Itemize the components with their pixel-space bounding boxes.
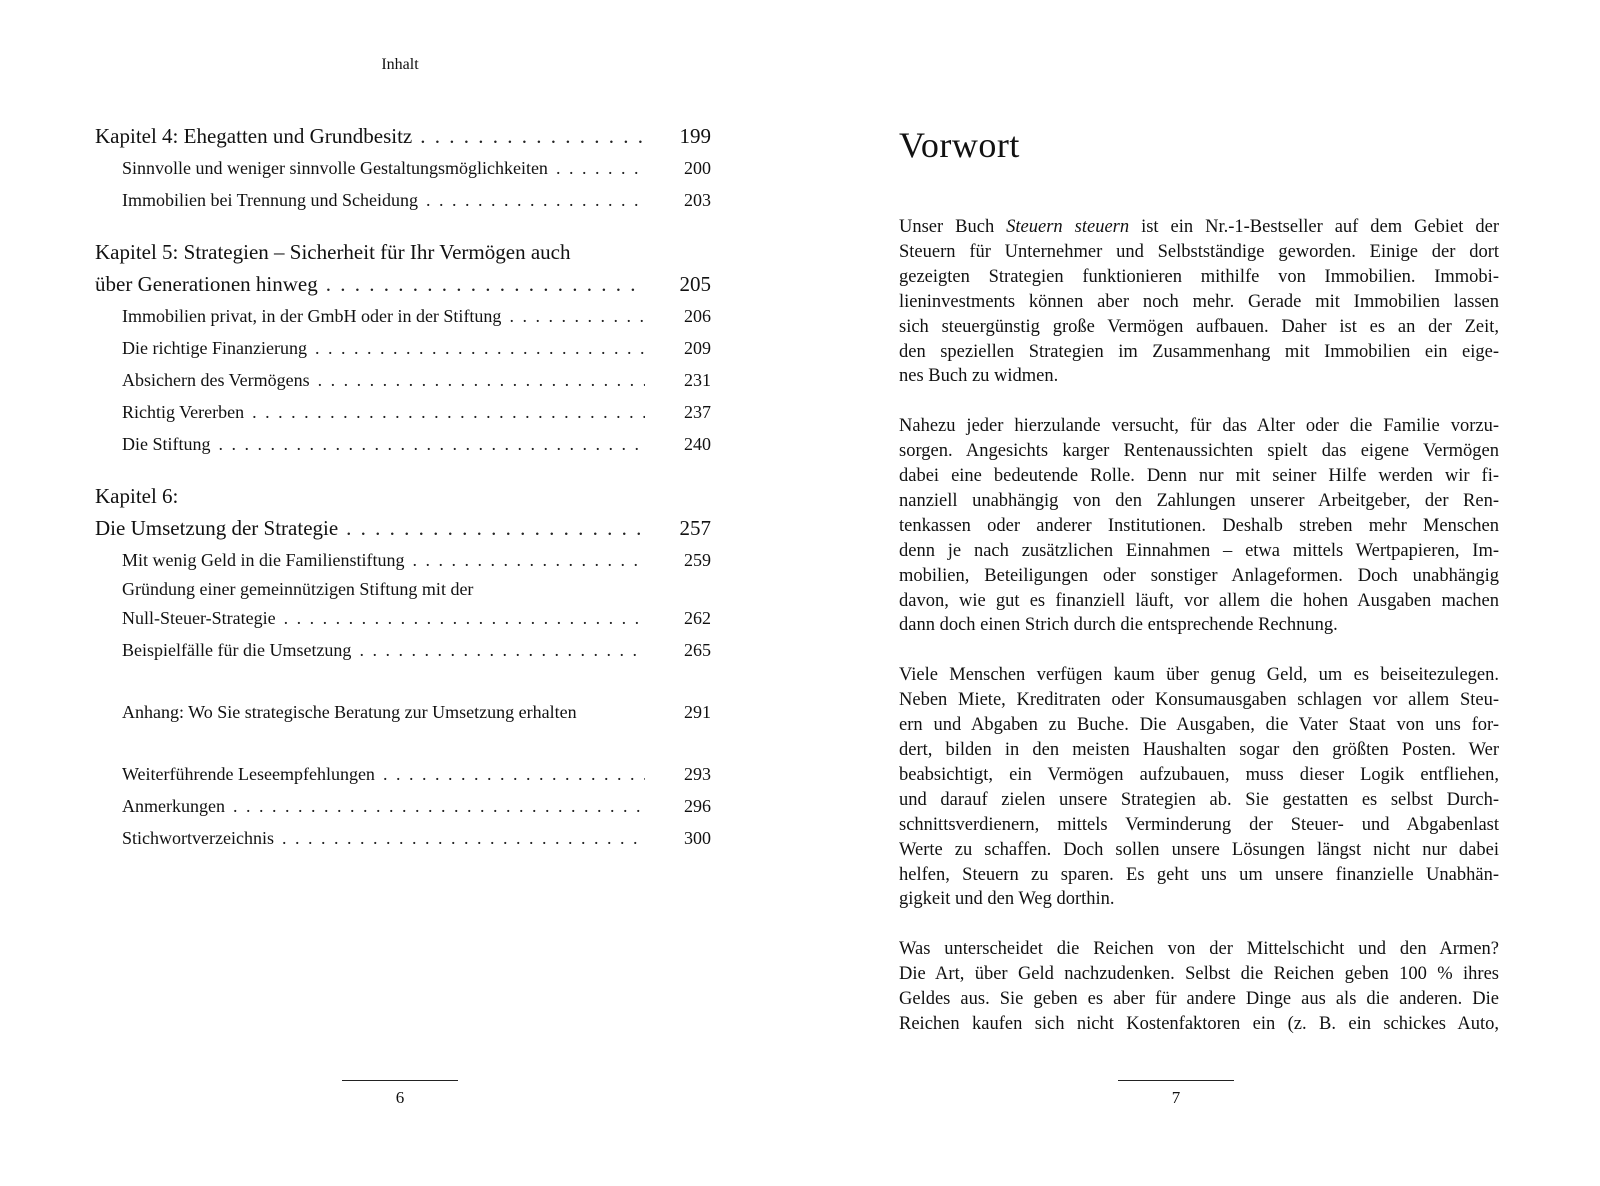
text-line: Reichen kaufen sich nicht Kostenfaktoren ein (z. B. ein schickes Auto, [899, 1013, 1499, 1034]
text-line: Steuern für Unternehmer und Selbstständige geworden. Einige der dort [899, 241, 1499, 262]
toc-leader-dots [346, 512, 645, 544]
paragraph [899, 663, 1499, 912]
text-line: nes Buch zu widmen. [899, 366, 1059, 387]
spacer [95, 728, 711, 758]
text-line: Nahezu jeder hierzulande versucht, für das Alter oder die Familie vorzu- [899, 416, 1499, 437]
toc-entry[interactable] [95, 332, 711, 364]
body-text [899, 215, 1499, 1037]
toc-page-number: 237 [684, 402, 711, 422]
toc-entry-chapter-4[interactable] [95, 120, 711, 152]
text-line: dann doch einen Strich durch die entsprechende Rechnung. [899, 615, 1338, 636]
spacer [95, 216, 711, 236]
text-line: denn je nach zusätzlichen Einnahmen – etwa mittels Wertpapieren, Im- [899, 540, 1499, 561]
toc-entry-title: Anmerkungen [122, 796, 225, 816]
spacer [95, 460, 711, 480]
toc-entry[interactable] [95, 790, 711, 822]
toc-page-number: 257 [679, 516, 711, 540]
toc-leader-dots [233, 790, 645, 822]
text-line: tenkassen oder anderer Institutionen. Deshalb streben mehr Menschen [899, 515, 1499, 536]
book-title-italic: Steuern steuern [1006, 217, 1130, 237]
toc-entry[interactable] [95, 758, 711, 790]
toc-entry-title: Mit wenig Geld in die Familienstiftung [122, 550, 405, 570]
text-line: ern und Abgaben zu Buche. Die Ausgaben, die Vater Staat von uns for- [899, 715, 1499, 736]
toc-entry-title: Beispielfälle für die Umsetzung [122, 640, 352, 660]
toc-entry[interactable] [95, 428, 711, 460]
text-line: gezeigten Strategien funktionieren mithilfe von Immobilien. Immobi- [899, 266, 1499, 287]
paragraph [899, 215, 1499, 389]
text-line: Geldes aus. Sie geben es aber für andere Dinge aus als die anderen. Die [899, 989, 1499, 1010]
toc-entry[interactable] [95, 396, 711, 428]
text-line: gigkeit und den Weg dorthin. [899, 889, 1115, 910]
toc-leader-dots [412, 544, 645, 576]
toc-entry-title: Stichwortverzeichnis [122, 828, 274, 848]
text-line: sich steuergünstig große Vermögen aufbauen. Daher ist es an der Zeit, [899, 316, 1499, 337]
text-line: Neben Miete, Kreditraten oder Konsumausgaben schlagen vor allem Steu- [899, 690, 1499, 711]
folio-rule [1118, 1080, 1234, 1081]
toc-entry-anhang[interactable] [95, 696, 711, 728]
toc-entry-title: Die richtige Finanzierung [122, 338, 307, 358]
toc-page-number: 259 [684, 550, 711, 570]
text-line: mobilien, Beteiligungen oder sonstiger Anlageformen. Doch unabhängig [899, 565, 1499, 586]
toc-page-number: 209 [684, 338, 711, 358]
page-number-left: 6 [395, 1088, 405, 1107]
toc-page-number: 205 [679, 272, 711, 296]
text-run: ist ein Nr.-1-Bestseller auf dem Gebiet der [1129, 217, 1499, 237]
text-line: Was unterscheidet die Reichen von der Mittelschicht und den Armen? [899, 939, 1499, 960]
toc-entry[interactable] [95, 184, 711, 216]
toc-entry[interactable] [95, 364, 711, 396]
text-line: helfen, Steuern zu sparen. Es geht uns um unsere finanzielle Unabhän- [899, 864, 1499, 885]
toc-leader-dots [556, 152, 645, 184]
toc-page-number: 199 [679, 124, 711, 148]
toc-entry-title: Weiterführende Leseempfehlungen [122, 764, 375, 784]
toc-leader-dots [252, 396, 645, 428]
toc-page-number: 296 [684, 796, 711, 816]
toc-chapter-6-title-line[interactable]: Kapitel 6: [95, 484, 179, 508]
chapter-heading: Vorwort [899, 125, 1020, 165]
toc-page-number: 200 [684, 158, 711, 178]
paragraph [899, 414, 1499, 638]
text-line: Viele Menschen verfügen kaum über genug Geld, um es beiseitezulegen. [899, 665, 1499, 686]
text-line: davon, wie gut es finanziell läuft, vor allem die hohen Ausgaben machen [899, 590, 1499, 611]
toc-entry[interactable] [95, 300, 711, 332]
text-line: dert, bilden in den meisten Haushalten sogar den größten Posten. Wer [899, 740, 1499, 760]
page-number-right: 7 [1171, 1088, 1181, 1107]
toc-page-number: 203 [684, 190, 711, 210]
toc-entry-title: Immobilien privat, in der GmbH oder in der Stiftung [122, 306, 502, 326]
paragraph [899, 937, 1499, 1037]
folio-rule [342, 1080, 458, 1081]
toc-entry[interactable] [95, 152, 711, 184]
running-head: Inhalt [381, 56, 419, 73]
right-page [800, 0, 1600, 1186]
text-line: beabsichtigt, ein Vermögen aufzubauen, muss dieser Logik entfliehen, [899, 764, 1499, 785]
toc-entry-title: Null-Steuer-Strategie [122, 608, 276, 628]
toc-page-number: 293 [684, 764, 711, 784]
text-line: Die Art, über Geld nachzudenken. Selbst die Reichen geben 100 % ihres [899, 964, 1499, 985]
toc-leader-dots [219, 428, 646, 460]
toc-leader-dots [318, 364, 645, 396]
toc-entry-title: Die Stiftung [122, 434, 211, 454]
toc-entry-chapter-5[interactable] [95, 268, 711, 300]
toc-entry-title: Sinnvolle und weniger sinnvolle Gestaltungsmöglichkeiten [122, 158, 548, 178]
toc-page-number: 262 [684, 608, 711, 628]
text-line: Werte zu schaffen. Doch sollen unsere Lösungen längst nicht nur dabei [899, 839, 1499, 860]
toc-entry-chapter-6[interactable] [95, 512, 711, 544]
toc-page-number: 291 [684, 702, 711, 722]
toc-entry-title: über Generationen hinweg [95, 272, 318, 296]
toc-entry-title: Anhang: Wo Sie strategische Beratung zur Umsetzung erhalten [122, 702, 577, 722]
toc-entry-title: Kapitel 4: Ehegatten und Grundbesitz [95, 124, 413, 148]
toc-entry-title: Richtig Vererben [122, 402, 245, 422]
toc-leader-dots [359, 634, 645, 666]
toc-entry-title: Absichern des Vermögens [122, 370, 310, 390]
toc-leader-dots [420, 120, 645, 152]
toc-page-number: 265 [684, 640, 711, 660]
toc-entry[interactable] [95, 634, 711, 666]
text-line [899, 215, 1499, 240]
toc-entry-title: Immobilien bei Trennung und Scheidung [122, 190, 418, 210]
toc-leader-dots [284, 602, 645, 634]
toc-entry[interactable] [95, 602, 711, 634]
spacer [95, 666, 711, 696]
toc-entry[interactable] [95, 544, 711, 576]
table-of-contents [95, 120, 711, 854]
text-line: nanziell unabhängig von den Zahlungen unserer Arbeitgeber, der Ren- [899, 490, 1499, 511]
text-line: den speziellen Strategien im Zusammenhang mit Immobilien ein eige- [899, 341, 1499, 362]
text-line: und darauf zielen unsere Strategien ab. Sie gestatten es selbst Durch- [899, 789, 1499, 810]
text-line: sorgen. Angesichts karger Rentenaussichten spielt das eigene Vermögen [899, 441, 1499, 462]
text-line: dabei eine bedeutende Rolle. Denn nur mit seiner Hilfe werden wir fi- [899, 466, 1499, 487]
toc-leader-dots [326, 268, 645, 300]
toc-page-number: 240 [684, 434, 711, 454]
text-run: Unser Buch [899, 217, 1007, 237]
toc-entry[interactable] [95, 822, 711, 854]
toc-page-number: 300 [684, 828, 711, 848]
toc-entry-title: Die Umsetzung der Strategie [95, 516, 339, 540]
toc-chapter-5-title-line[interactable]: Kapitel 5: Strategien – Sicherheit für Ihr Vermögen auch [95, 240, 571, 264]
toc-leader-dots [315, 332, 645, 364]
toc-page-number: 206 [684, 306, 711, 326]
toc-leader-dots [509, 300, 645, 332]
toc-leader-dots [282, 822, 645, 854]
text-line: schnittsverdienern, mittels Verminderung der Steuer- und Abgabenlast [899, 814, 1499, 835]
text-line: lieninvestments können aber noch mehr. Gerade mit Immobilien lassen [899, 291, 1499, 312]
toc-entry-title-line[interactable]: Gründung einer gemeinnützigen Stiftung mit der [122, 579, 474, 599]
toc-leader-dots [426, 184, 645, 216]
toc-leader-dots [383, 758, 645, 790]
toc-page-number: 231 [684, 370, 711, 390]
